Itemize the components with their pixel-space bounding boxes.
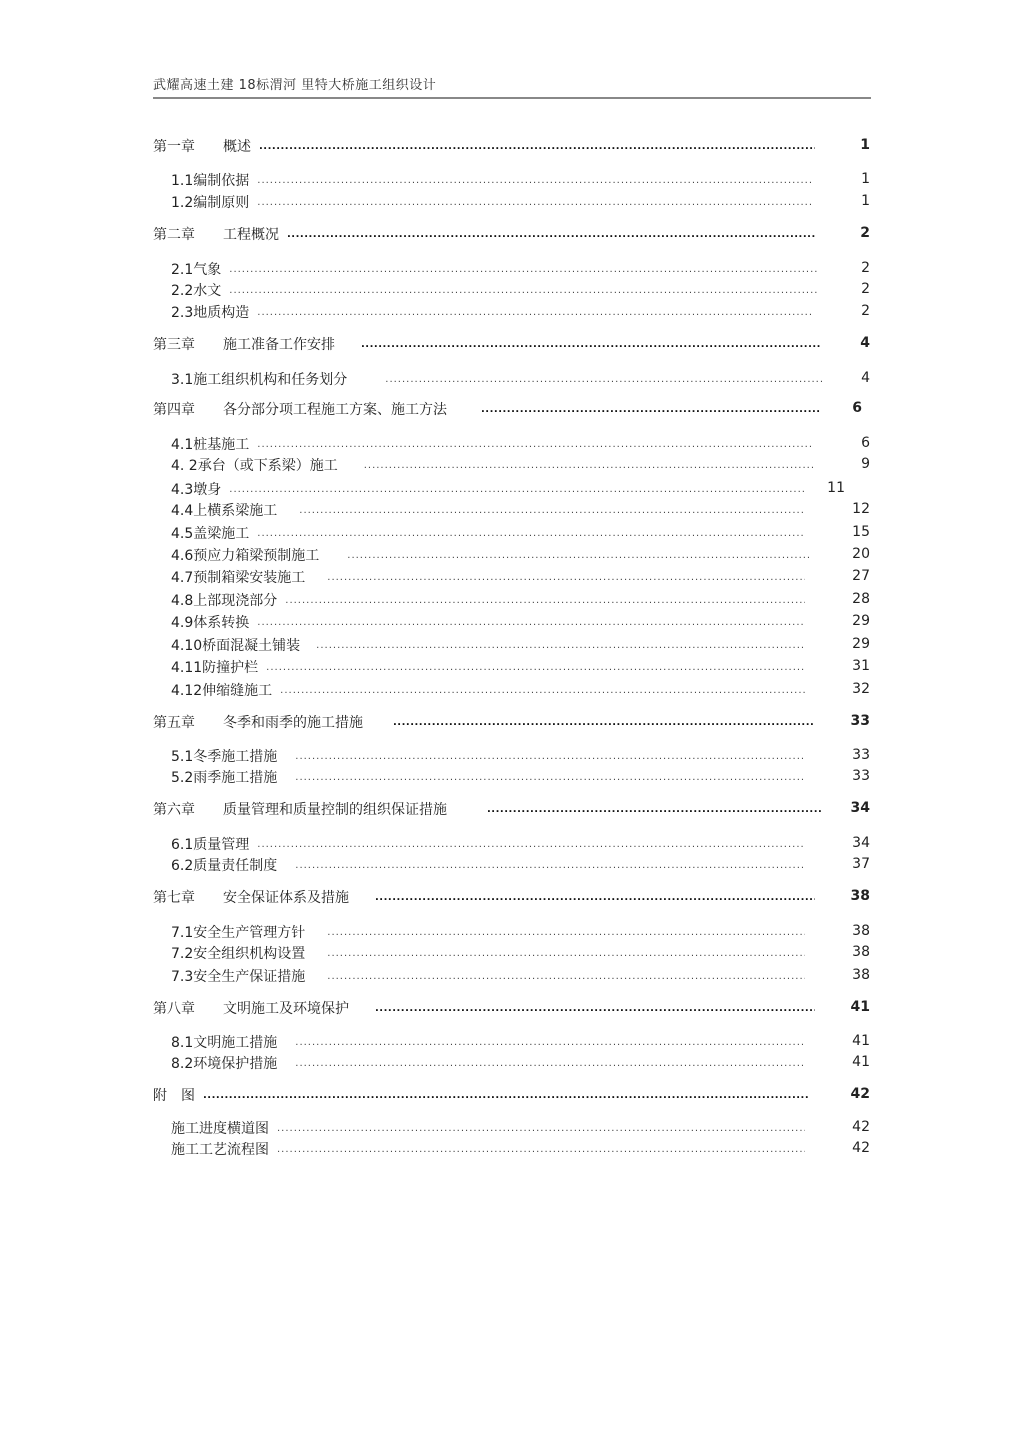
- entry-label: 7.2安全组织机构设置: [171, 946, 306, 962]
- page-number: 38: [852, 967, 870, 983]
- leader-dots: [375, 999, 815, 1019]
- entry-label: 4.8上部现浇部分: [171, 593, 278, 609]
- leader-dots: [259, 137, 815, 157]
- leader-dots: [327, 944, 805, 964]
- chapter-number: 第七章: [153, 890, 195, 906]
- leader-dots: [287, 225, 815, 245]
- chapter-title: 概述: [223, 139, 251, 155]
- toc-entry-3-1[interactable]: [171, 370, 829, 390]
- page-number: 42: [852, 1119, 870, 1135]
- page-number: 9: [861, 456, 870, 472]
- toc-entry-1-2[interactable]: [171, 193, 819, 213]
- entry-label: 4. 2承台（或下系梁）施工: [171, 458, 338, 474]
- toc-entry-1-1[interactable]: [171, 171, 819, 191]
- entry-label: 4.3墩身: [171, 482, 222, 498]
- toc-appendix-entry-2[interactable]: [171, 1140, 811, 1160]
- page-number: 29: [852, 613, 870, 629]
- leader-dots: [280, 681, 805, 701]
- page-number: 4: [861, 370, 870, 386]
- page-number: 38: [852, 944, 870, 960]
- appendix-title: 附 图: [153, 1088, 195, 1104]
- toc-entry-2-2[interactable]: [171, 281, 823, 301]
- entry-label: 4.9体系转换: [171, 615, 250, 631]
- leader-dots: [375, 888, 815, 908]
- leader-dots: [481, 400, 821, 420]
- chapter-title: 质量管理和质量控制的组织保证措施: [223, 802, 447, 818]
- page-number: 37: [852, 856, 870, 872]
- entry-label: 4.6预应力箱梁预制施工: [171, 548, 320, 564]
- toc-entry-4-12[interactable]: [171, 681, 811, 701]
- leader-dots: [393, 713, 815, 733]
- toc-entry-4-11[interactable]: [171, 658, 811, 678]
- leader-dots: [229, 260, 817, 280]
- toc-chapter-8[interactable]: [153, 999, 821, 1019]
- toc-chapter-5[interactable]: [153, 713, 821, 733]
- page-number: 4: [860, 335, 870, 351]
- toc-entry-8-1[interactable]: [171, 1033, 811, 1053]
- chapter-title: 文明施工及环境保护: [223, 1001, 349, 1017]
- toc-entry-4-2[interactable]: [171, 456, 819, 476]
- entry-label: 施工工艺流程图: [171, 1142, 269, 1158]
- page-number: 41: [852, 1054, 870, 1070]
- leader-dots: [257, 303, 813, 323]
- chapter-number: 第二章: [153, 227, 195, 243]
- toc-entry-7-1[interactable]: [171, 923, 811, 943]
- leader-dots: [299, 501, 805, 521]
- toc-chapter-3[interactable]: [153, 335, 827, 355]
- page-number: 1: [861, 193, 870, 209]
- leader-dots: [257, 524, 805, 544]
- entry-label: 施工进度横道图: [171, 1121, 269, 1137]
- toc-entry-6-1[interactable]: [171, 835, 811, 855]
- leader-dots: [285, 591, 805, 611]
- page-number: 6: [861, 435, 870, 451]
- chapter-title: 安全保证体系及措施: [223, 890, 349, 906]
- page-number: 27: [852, 568, 870, 584]
- chapter-number: 第八章: [153, 1001, 195, 1017]
- toc-entry-5-1[interactable]: [171, 747, 811, 767]
- toc-chapter-1[interactable]: [153, 137, 821, 157]
- leader-dots: [327, 923, 805, 943]
- page-number: 28: [852, 591, 870, 607]
- entry-label: 1.1编制依据: [171, 173, 250, 189]
- leader-dots: [257, 193, 813, 213]
- toc-entry-7-3[interactable]: [171, 967, 811, 987]
- toc-entry-4-8[interactable]: [171, 591, 811, 611]
- leader-dots: [277, 1119, 805, 1139]
- leader-dots: [277, 1140, 805, 1160]
- leader-dots: [257, 435, 813, 455]
- toc-chapter-4[interactable]: [153, 400, 827, 420]
- page-number: 29: [852, 636, 870, 652]
- page-number: 33: [852, 768, 870, 784]
- entry-label: 4.10桥面混凝土铺装: [171, 638, 301, 654]
- page-number: 2: [861, 260, 870, 276]
- toc-chapter-7[interactable]: [153, 888, 821, 908]
- toc-entry-4-9[interactable]: [171, 613, 811, 633]
- toc-appendix[interactable]: [153, 1086, 815, 1106]
- entry-label: 4.5盖梁施工: [171, 526, 250, 542]
- chapter-title: 施工准备工作安排: [223, 337, 335, 353]
- entry-label: 4.7预制箱梁安装施工: [171, 570, 306, 586]
- leader-dots: [257, 171, 813, 191]
- chapter-title: 冬季和雨季的施工措施: [223, 715, 363, 731]
- entry-label: 7.1安全生产管理方针: [171, 925, 306, 941]
- page-number: 1: [860, 137, 870, 153]
- toc-entry-8-2[interactable]: [171, 1054, 811, 1074]
- toc-entry-7-2[interactable]: [171, 944, 811, 964]
- entry-label: 2.1气象: [171, 262, 222, 278]
- toc-chapter-6[interactable]: [153, 800, 827, 820]
- page-number: 6: [852, 400, 862, 416]
- page-number: 2: [861, 303, 870, 319]
- leader-dots: [327, 568, 805, 588]
- toc-entry-2-1[interactable]: [171, 260, 823, 280]
- page-number: 38: [850, 888, 870, 904]
- toc-entry-4-7[interactable]: [171, 568, 811, 588]
- entry-label: 4.11防撞护栏: [171, 660, 259, 676]
- page-number: 12: [852, 501, 870, 517]
- entry-label: 6.1质量管理: [171, 837, 250, 853]
- toc-entry-2-3[interactable]: [171, 303, 819, 323]
- chapter-title: 各分部分项工程施工方案、施工方法: [223, 402, 447, 418]
- page-number: 32: [852, 681, 870, 697]
- document-header: 武耀高速土建 18标渭河 里特大桥施工组织设计: [153, 78, 437, 93]
- leader-dots: [295, 856, 805, 876]
- page-number: 31: [852, 658, 870, 674]
- toc-entry-4-10[interactable]: [171, 636, 811, 656]
- toc-entry-4-4[interactable]: [171, 501, 811, 521]
- leader-dots: [203, 1086, 809, 1106]
- entry-label: 2.2水文: [171, 283, 222, 299]
- entry-label: 4.1桩基施工: [171, 437, 250, 453]
- leader-dots: [257, 613, 805, 633]
- page-number: 11: [827, 480, 845, 496]
- page-number: 38: [852, 923, 870, 939]
- page-number: 34: [850, 800, 870, 816]
- page-number: 41: [852, 1033, 870, 1049]
- chapter-number: 第一章: [153, 139, 195, 155]
- chapter-number: 第六章: [153, 802, 195, 818]
- entry-label: 5.1冬季施工措施: [171, 749, 278, 765]
- leader-dots: [385, 370, 823, 390]
- leader-dots: [266, 658, 805, 678]
- leader-dots: [229, 480, 805, 500]
- toc-entry-5-2[interactable]: [171, 768, 811, 788]
- leader-dots: [364, 456, 813, 476]
- toc-entry-4-6[interactable]: [171, 546, 817, 566]
- page-number: 33: [850, 713, 870, 729]
- leader-dots: [295, 1033, 805, 1053]
- leader-dots: [295, 1054, 805, 1074]
- toc-entry-4-1[interactable]: [171, 435, 819, 455]
- page-number: 33: [852, 747, 870, 763]
- page-number: 20: [852, 546, 870, 562]
- leader-dots: [229, 281, 817, 301]
- entry-label: 8.2环境保护措施: [171, 1056, 278, 1072]
- chapter-number: 第三章: [153, 337, 195, 353]
- entry-label: 4.12伸缩缝施工: [171, 683, 273, 699]
- leader-dots: [347, 546, 811, 566]
- entry-label: 8.1文明施工措施: [171, 1035, 278, 1051]
- leader-dots: [316, 636, 805, 656]
- entry-label: 7.3安全生产保证措施: [171, 969, 306, 985]
- page-number: 41: [850, 999, 870, 1015]
- toc-entry-6-2[interactable]: [171, 856, 811, 876]
- entry-label: 4.4上横系梁施工: [171, 503, 278, 519]
- chapter-number: 第五章: [153, 715, 195, 731]
- page-number: 2: [860, 225, 870, 241]
- entry-label: 1.2编制原则: [171, 195, 250, 211]
- leader-dots: [295, 747, 805, 767]
- leader-dots: [487, 800, 821, 820]
- toc-chapter-2[interactable]: [153, 225, 821, 245]
- page-number: 42: [852, 1140, 870, 1156]
- leader-dots: [327, 967, 805, 987]
- page-number: 42: [850, 1086, 870, 1102]
- page-number: 2: [861, 281, 870, 297]
- entry-label: 2.3地质构造: [171, 305, 250, 321]
- page-number: 15: [852, 524, 870, 540]
- leader-dots: [295, 768, 805, 788]
- leader-dots: [361, 335, 821, 355]
- chapter-number: 第四章: [153, 402, 195, 418]
- entry-label: 3.1施工组织机构和任务划分: [171, 372, 348, 388]
- page-number: 34: [852, 835, 870, 851]
- toc-entry-4-3[interactable]: [171, 480, 811, 500]
- chapter-title: 工程概况: [223, 227, 279, 243]
- leader-dots: [257, 835, 805, 855]
- entry-label: 5.2雨季施工措施: [171, 770, 278, 786]
- entry-label: 6.2质量责任制度: [171, 858, 278, 874]
- toc-appendix-entry-1[interactable]: [171, 1119, 811, 1139]
- page-number: 1: [861, 171, 870, 187]
- toc-entry-4-5[interactable]: [171, 524, 811, 544]
